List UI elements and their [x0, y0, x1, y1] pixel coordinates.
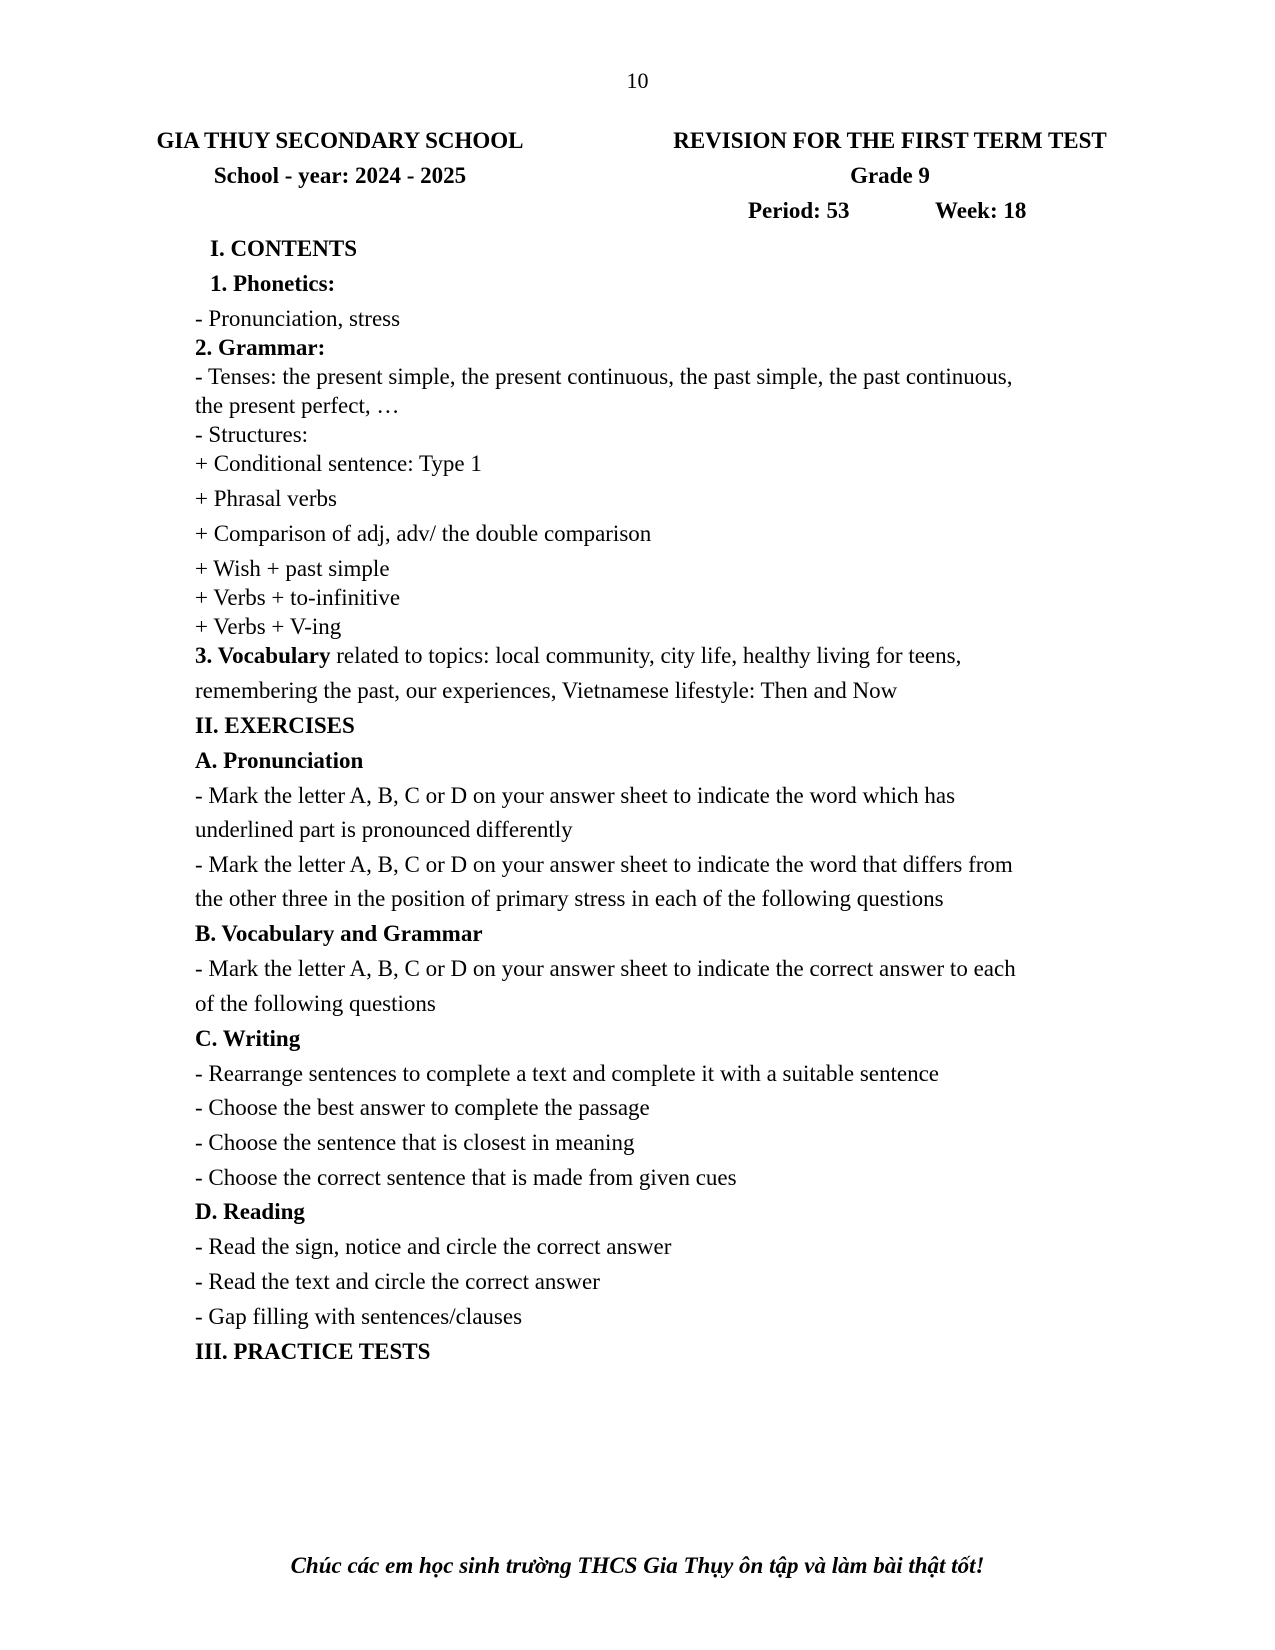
- structure-item: + Phrasal verbs: [195, 486, 337, 511]
- period-label: Period: 53: [748, 198, 850, 223]
- reading-item: - Read the text and circle the correct answer: [195, 1269, 600, 1294]
- structure-item: + Verbs + to-infinitive: [195, 585, 401, 610]
- reading-item: - Read the sign, notice and circle the correct answer: [195, 1234, 672, 1259]
- pronunciation-item-2-line-1: - Mark the letter A, B, C or D on your answer sheet to indicate the word that differs from: [195, 852, 1013, 877]
- vocabulary-topics: related to topics: local community, city life, healthy living for teens,: [330, 643, 962, 668]
- structure-item: + Conditional sentence: Type 1: [195, 451, 482, 476]
- school-year: School - year: 2024 - 2025: [213, 163, 467, 188]
- pronunciation-item-2-line-2: the other three in the position of primary stress in each of the following questions: [195, 886, 944, 911]
- structure-item: + Wish + past simple: [195, 556, 390, 581]
- vocabulary-heading: 3. Vocabulary: [195, 643, 331, 668]
- pronunciation-heading: A. Pronunciation: [195, 748, 364, 773]
- writing-item: - Choose the sentence that is closest in meaning: [195, 1130, 635, 1155]
- structure-item: + Verbs + V-ing: [195, 614, 342, 639]
- vocabulary-line-1: [195, 642, 961, 669]
- tenses-line-1: - Tenses: the present simple, the present continuous, the past simple, the past continuous,: [195, 364, 1013, 389]
- grammar-heading: 2. Grammar:: [195, 335, 326, 360]
- writing-heading: C. Writing: [195, 1026, 301, 1051]
- exercises-heading: II. EXERCISES: [195, 713, 355, 738]
- reading-heading: D. Reading: [195, 1199, 305, 1224]
- contents-heading: I. CONTENTS: [210, 236, 357, 261]
- vocabulary-line-2: remembering the past, our experiences, Vietnamese lifestyle: Then and Now: [195, 678, 898, 703]
- grade-label: Grade 9: [850, 163, 930, 188]
- footer-message: Chúc các em học sinh trường THCS Gia Thụy ôn tập và làm bài thật tốt!: [290, 1553, 985, 1578]
- pronunciation-item-1-line-2: underlined part is pronounced differently: [195, 817, 573, 842]
- reading-item: - Gap filling with sentences/clauses: [195, 1304, 523, 1329]
- writing-item: - Choose the best answer to complete the passage: [195, 1095, 650, 1120]
- phonetics-item: - Pronunciation, stress: [195, 306, 401, 331]
- document-title: REVISION FOR THE FIRST TERM TEST: [673, 128, 1107, 153]
- pronunciation-item-1-line-1: - Mark the letter A, B, C or D on your answer sheet to indicate the word which has: [195, 783, 956, 808]
- practice-tests-heading: III. PRACTICE TESTS: [195, 1339, 431, 1364]
- vocab-grammar-heading: B. Vocabulary and Grammar: [195, 921, 483, 946]
- week-label: Week: 18: [935, 198, 1027, 223]
- page-number: 10: [626, 68, 649, 93]
- writing-item: - Rearrange sentences to complete a text and complete it with a suitable sentence: [195, 1061, 940, 1086]
- structure-item: + Comparison of adj, adv/ the double comparison: [195, 521, 652, 546]
- school-name: GIA THUY SECONDARY SCHOOL: [156, 128, 524, 153]
- phonetics-heading: 1. Phonetics:: [210, 271, 336, 296]
- vocab-grammar-item-line-1: - Mark the letter A, B, C or D on your answer sheet to indicate the correct answer to each: [195, 956, 1016, 981]
- structures-label: - Structures:: [195, 422, 309, 447]
- writing-item: - Choose the correct sentence that is made from given cues: [195, 1165, 737, 1190]
- vocab-grammar-item-line-2: of the following questions: [195, 991, 436, 1016]
- tenses-line-2: the present perfect, …: [195, 393, 400, 418]
